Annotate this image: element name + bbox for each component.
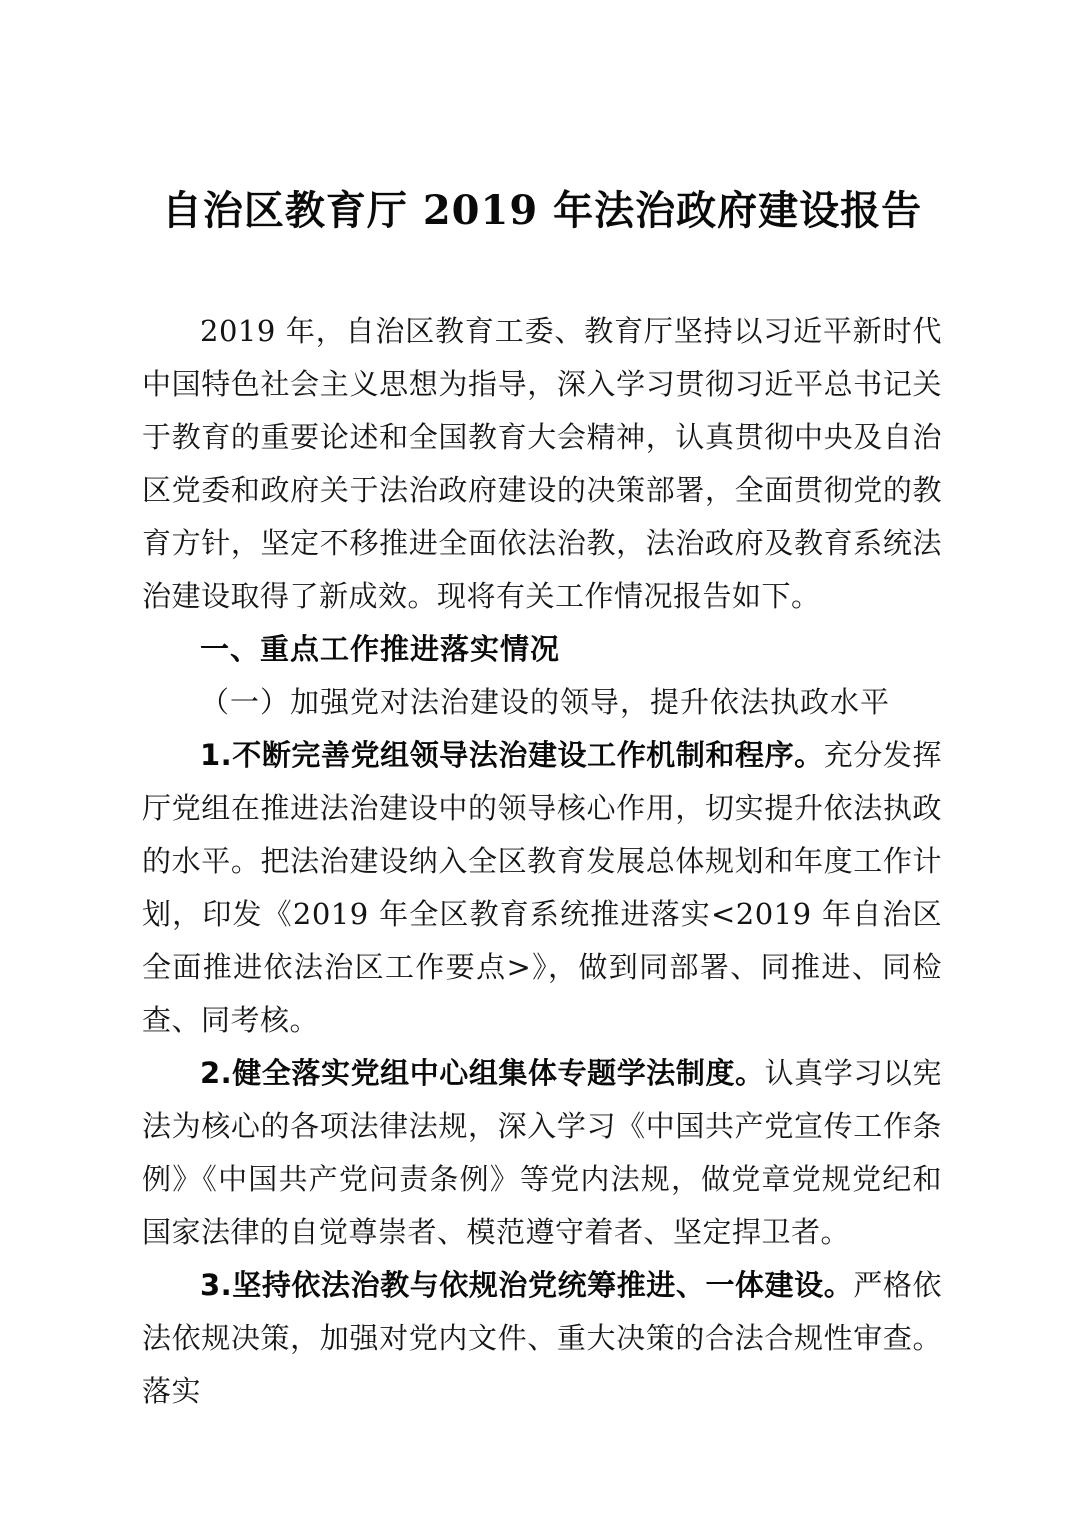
paragraph-text: 认真学习以宪法为核心的各项法律法规，深入学习《中国共产党宣传工作条例》《中国共产党问责条例》等党内法规，做党章党规党纪和国家法律的自觉尊崇者、模范遵守着者、坚定捍卫者。 [142, 1056, 942, 1249]
paragraph-text: 一、重点工作推进落实情况 [200, 632, 561, 666]
paragraph-text: （一）加强党对法治建设的领导，提升依法执政水平 [200, 685, 891, 719]
section-heading-1 [142, 623, 942, 676]
item-paragraph-2 [142, 1047, 942, 1259]
intro-paragraph [142, 305, 942, 623]
bold-lead-text: 2.健全落实党组中心组集体专题学法制度。 [200, 1056, 765, 1090]
document-body [142, 305, 942, 1418]
subsection-heading-1-1 [142, 676, 942, 729]
item-paragraph-3 [142, 1259, 942, 1418]
paragraph-text: 2019 年，自治区教育工委、教育厅坚持以习近平新时代中国特色社会主义思想为指导，深入学习贯彻习近平总书记关于教育的重要论述和全国教育大会精神，认真贯彻中央及自治区党委和政府关于法治政府建设的决策部署，全面贯彻党的教育方针，坚定不移推进全面依法治教，法治政府及教育系统法治建设取得了新成效。现将有关工作情况报告如下。 [142, 314, 942, 613]
paragraph-text: 充分发挥厅党组在推进法治建设中的领导核心作用，切实提升依法执政的水平。把法治建设纳入全区教育发展总体规划和年度工作计划，印发《2019 年全区教育系统推进落实<2019 年自治区全面推进依法治区工作要点>》，做到同部署、同推进、同检查、同考核。 [142, 738, 942, 1037]
paragraph-text: 严格依法依规决策，加强对党内文件、重大决策的合法合规性审查。落实 [142, 1268, 942, 1408]
item-paragraph-1 [142, 729, 942, 1047]
bold-lead-text: 3.坚持依法治教与依规治党统筹推进、一体建设。 [200, 1268, 854, 1302]
bold-lead-text: 1.不断完善党组领导法治建设工作机制和程序。 [200, 738, 824, 772]
document-title: 自治区教育厅 2019 年法治政府建设报告 [161, 187, 923, 234]
